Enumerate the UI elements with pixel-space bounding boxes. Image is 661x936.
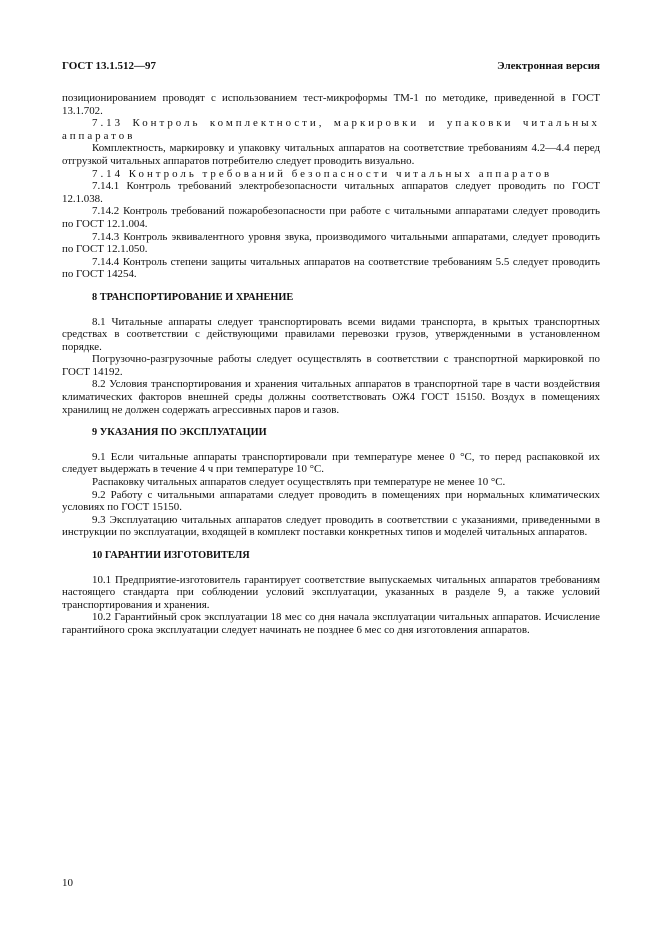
paragraph: 9.2 Работу с читальными аппаратами следует проводить в помещениях при нормальных климатических условиях по ГОСТ 15150.	[62, 488, 600, 514]
section-1	[62, 292, 600, 416]
paragraph: 7.14.4 Контроль степени защиты читальных аппаратов на соответствие требованиям 5.5 следует проводить по ГОСТ 14254.	[62, 255, 600, 281]
paragraph: Комплектность, маркировку и упаковку читальных аппаратов на соответствие требованиям 4.2—4.4 перед отгрузкой читальных аппаратов потребителю следует проводить визуально.	[62, 142, 600, 167]
paragraph: 10.1 Предприятие-изготовитель гарантирует соответствие выпускаемых читальных аппаратов требованиям настоящего стандарта при соблюдении условий эксплуатации, указанных в разделе 9, а также условий транспортирования и хранения.	[62, 573, 600, 611]
paragraph: Распаковку читальных аппаратов следует осуществлять при температуре не менее 10 °С.	[92, 476, 506, 489]
paragraph: 10.2 Гарантийный срок эксплуатации 18 мес со дня начала эксплуатации читальных аппаратов. Исчисление гарантийного срока эксплуатации следует начинать не позднее 6 мес со дня изготовления аппаратов.	[62, 611, 600, 636]
paragraph: 9.1 Если читальные аппараты транспортировали при температуре менее 0 °С, то перед распаковкой их следует выдержать в течение 4 ч при температуре 10 °С.	[62, 450, 600, 476]
paragraph: 7.14.2 Контроль требований пожаробезопасности при работе с читальными аппаратами следует проводить по ГОСТ 12.1.004.	[62, 205, 600, 230]
section-heading: 8 ТРАНСПОРТИРОВАНИЕ И ХРАНЕНИЕ	[92, 291, 294, 303]
document-code: ГОСТ 13.1.512—97	[62, 60, 156, 72]
version-label: Электронная версия	[497, 60, 600, 72]
section-0	[62, 92, 600, 281]
paragraph: 7.14.1 Контроль требований электробезопасности читальных аппаратов следует проводить по ГОСТ 12.1.038.	[62, 180, 600, 205]
section-heading: 10 ГАРАНТИИ ИЗГОТОВИТЕЛЯ	[92, 550, 250, 561]
subsection-title: 7.14 Контроль требований безопасности читальных аппаратов	[92, 167, 553, 180]
paragraph: 9.3 Эксплуатацию читальных аппаратов следует проводить в соответствии с указаниями, приведенными в инструкции по эксплуатации, входящей в комплект поставки конкретных типов и моделей читальных аппаратов.	[62, 513, 600, 539]
paragraph: позиционированием проводят с использованием тест-микроформы ТМ-1 по методике, приведенной в ГОСТ 13.1.702.	[62, 92, 600, 117]
section-heading: 9 УКАЗАНИЯ ПО ЭКСПЛУАТАЦИИ	[92, 427, 267, 439]
document-body	[62, 92, 600, 637]
subsection-title: 7.13 Контроль комплектности, маркировки и упаковки читальных аппаратов	[62, 117, 600, 142]
paragraph: 8.2 Условия транспортирования и хранения читальных аппаратов в транспортной таре в части воздействия климатических факторов внешней среды должны соответствовать ОЖ4 ГОСТ 15150. Воздух в помещениях хранилищ не должен содержать агрессивных паров и газов.	[62, 378, 600, 416]
section-2	[62, 427, 600, 539]
section-3	[62, 550, 600, 637]
paragraph: Погрузочно-разгрузочные работы следует осуществлять в соответствии с транспортной маркировкой по ГОСТ 14192.	[62, 353, 600, 378]
page-number: 10	[62, 877, 73, 889]
paragraph: 7.14.3 Контроль эквивалентного уровня звука, производимого читальными аппаратами, следует проводить по ГОСТ 12.1.050.	[62, 230, 600, 256]
paragraph: 8.1 Читальные аппараты следует транспортировать всеми видами транспорта, в крытых транспортных средствах в соответствии с действующими правилами перевозки грузов, утвержденными в установленном порядке.	[62, 315, 600, 353]
